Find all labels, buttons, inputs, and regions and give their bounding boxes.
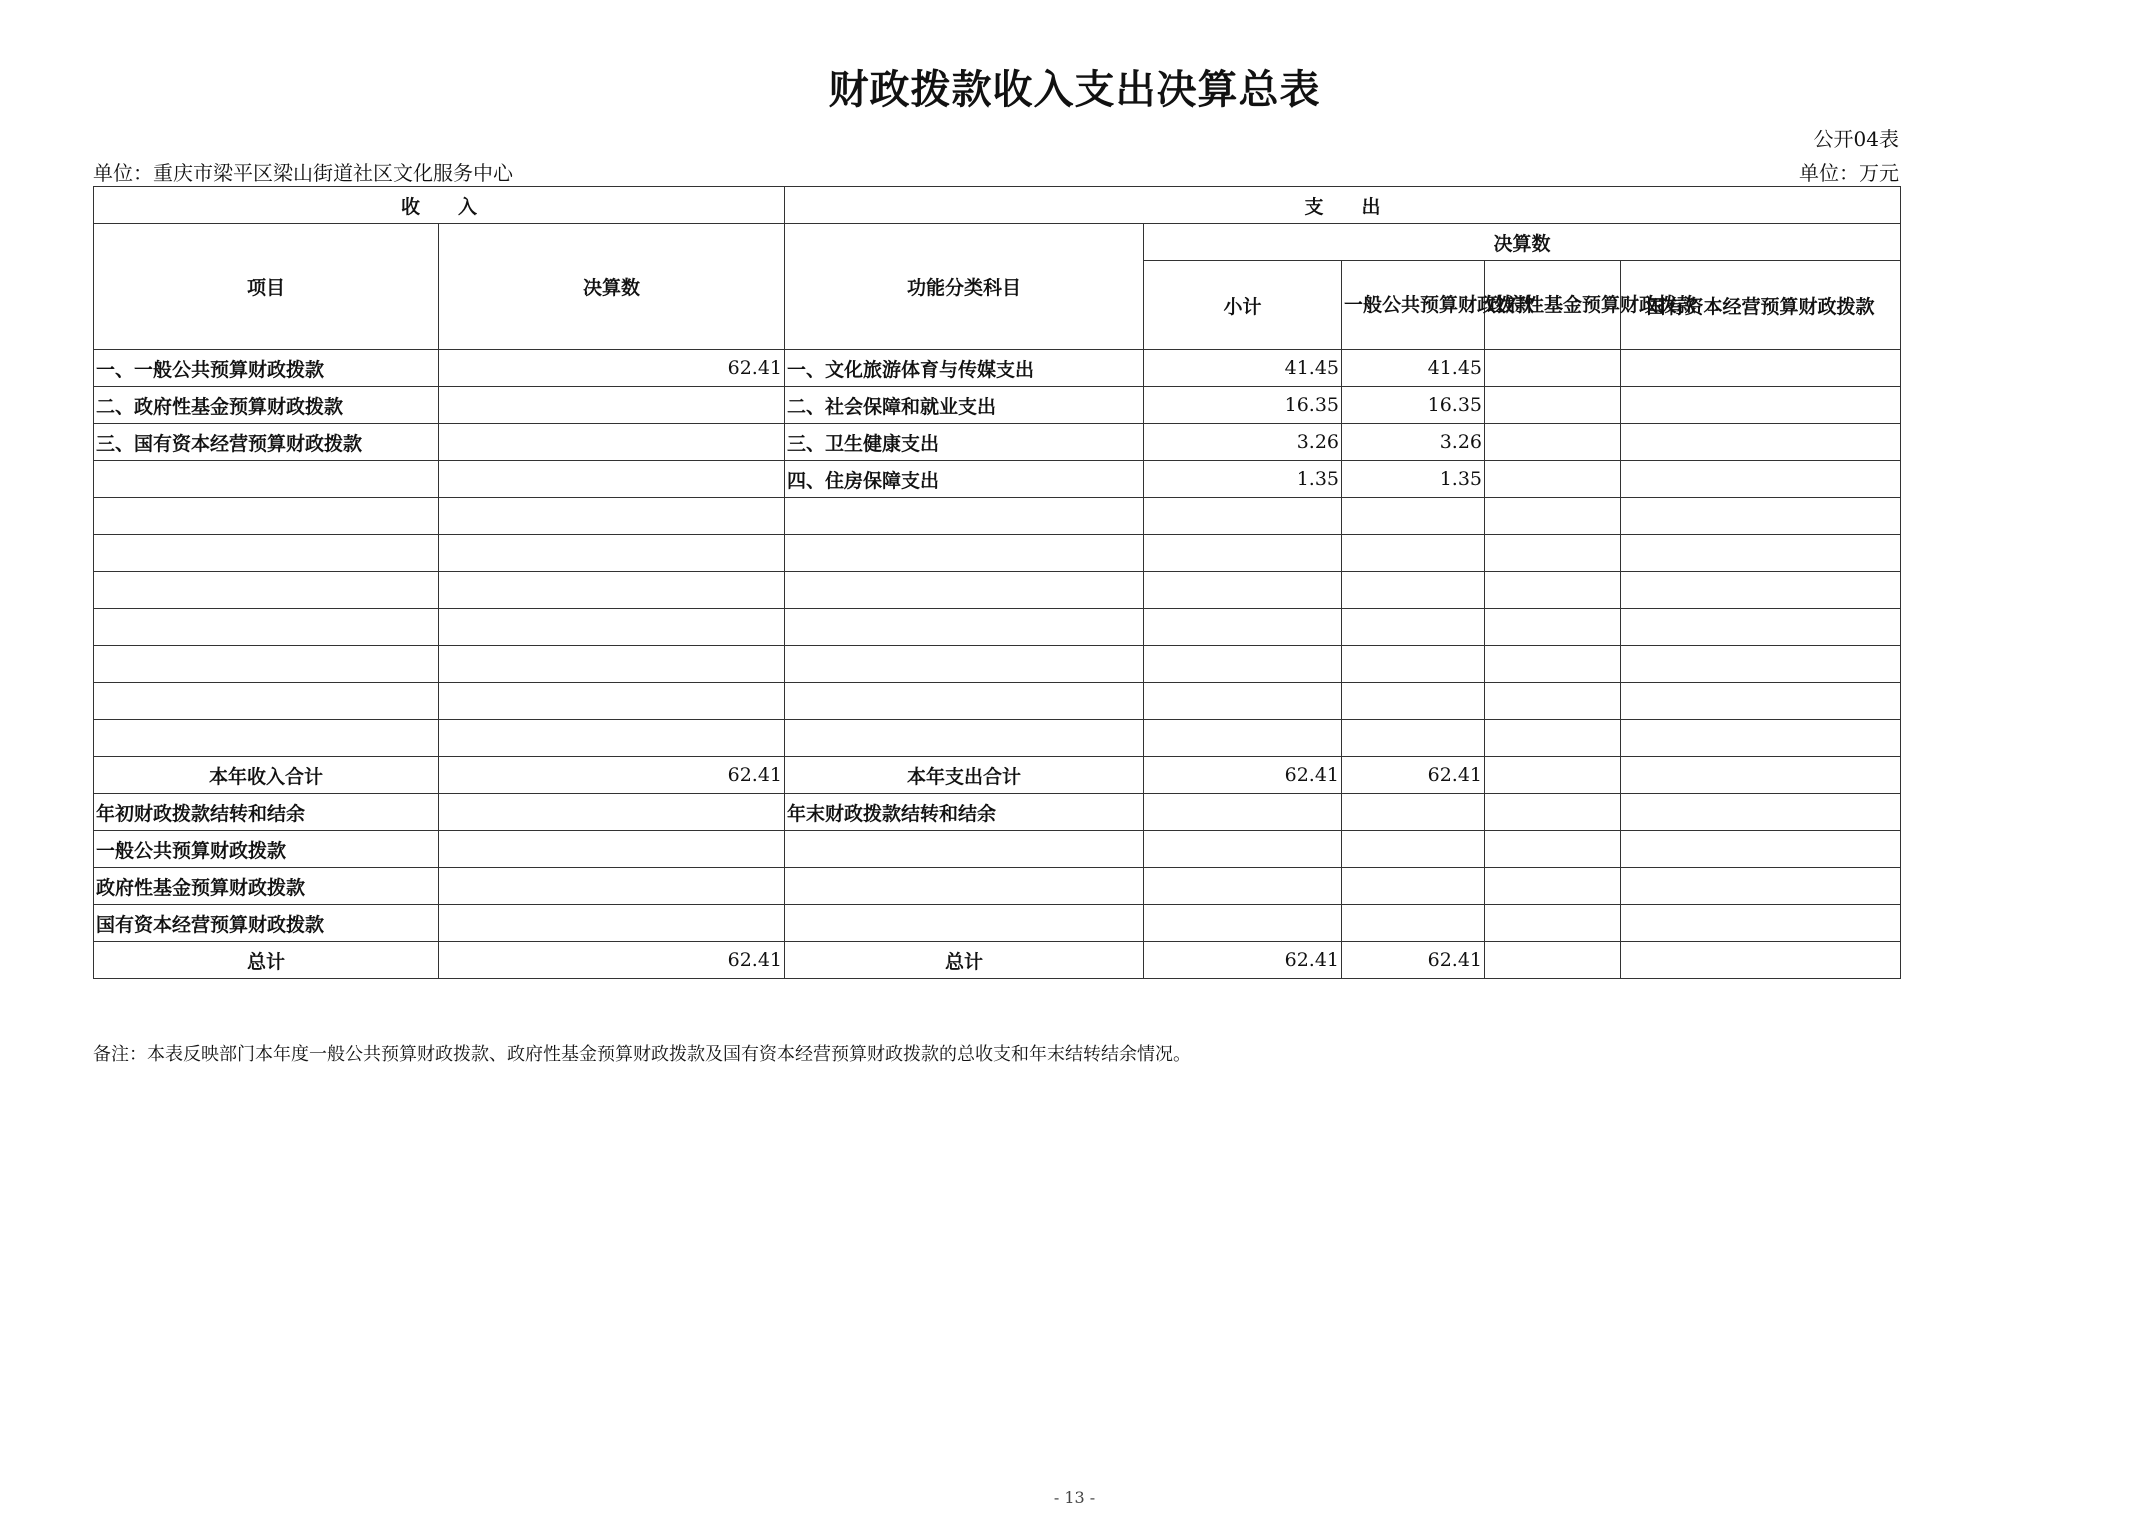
state-capital-cell (1621, 683, 1901, 720)
year-expense-capital (1621, 757, 1901, 794)
general-budget-cell (1342, 720, 1485, 757)
income-item-cell: 一、一般公共预算财政拨款 (94, 350, 439, 387)
carryover-fund (1485, 831, 1621, 868)
gov-fund-cell (1485, 646, 1621, 683)
table-row (94, 498, 1901, 535)
carryover-expense-item (785, 905, 1144, 942)
header-item: 项目 (94, 224, 439, 350)
header-gov-fund: 政府性基金预算财政拨款 (1485, 261, 1621, 350)
expense-item-cell (785, 572, 1144, 609)
carryover-fund (1485, 868, 1621, 905)
grand-expense-capital (1621, 942, 1901, 979)
subtotal-cell (1144, 572, 1342, 609)
state-capital-cell (1621, 424, 1901, 461)
expense-item-cell: 一、文化旅游体育与传媒支出 (785, 350, 1144, 387)
header-func-subject: 功能分类科目 (785, 224, 1144, 350)
income-item-cell (94, 646, 439, 683)
table-row (94, 387, 1901, 424)
general-budget-cell: 1.35 (1342, 461, 1485, 498)
carryover-income-amount (439, 868, 785, 905)
carryover-subtotal (1144, 794, 1342, 831)
carryover-row (94, 831, 1901, 868)
grand-income-total-amount: 62.41 (439, 942, 785, 979)
income-item-cell (94, 609, 439, 646)
header-row-2 (94, 224, 1901, 261)
carryover-fund (1485, 905, 1621, 942)
expense-item-cell: 四、住房保障支出 (785, 461, 1144, 498)
carryover-fund (1485, 794, 1621, 831)
subtotal-cell (1144, 498, 1342, 535)
income-amount-cell (439, 535, 785, 572)
gov-fund-cell (1485, 350, 1621, 387)
grand-income-total-label: 总计 (94, 942, 439, 979)
income-item-cell (94, 683, 439, 720)
carryover-capital (1621, 831, 1901, 868)
carryover-general (1342, 831, 1485, 868)
carryover-expense-item (785, 831, 1144, 868)
income-item-cell (94, 535, 439, 572)
year-total-row (94, 757, 1901, 794)
income-amount-cell: 62.41 (439, 350, 785, 387)
income-item-cell (94, 498, 439, 535)
subtotal-cell (1144, 646, 1342, 683)
gov-fund-cell (1485, 461, 1621, 498)
header-income: 收 入 (94, 187, 785, 224)
general-budget-cell (1342, 498, 1485, 535)
income-item-cell (94, 461, 439, 498)
state-capital-cell (1621, 535, 1901, 572)
year-expense-fund (1485, 757, 1621, 794)
state-capital-cell (1621, 461, 1901, 498)
table-row (94, 720, 1901, 757)
carryover-income-amount (439, 831, 785, 868)
carryover-general (1342, 868, 1485, 905)
year-expense-subtotal: 62.41 (1144, 757, 1342, 794)
income-item-cell: 三、国有资本经营预算财政拨款 (94, 424, 439, 461)
state-capital-cell (1621, 572, 1901, 609)
expense-item-cell (785, 609, 1144, 646)
income-amount-cell (439, 387, 785, 424)
header-subtotal: 小计 (1144, 261, 1342, 350)
carryover-row (94, 868, 1901, 905)
state-capital-cell (1621, 387, 1901, 424)
header-expense: 支 出 (785, 187, 1901, 224)
income-amount-cell (439, 461, 785, 498)
expense-item-cell (785, 720, 1144, 757)
carryover-capital (1621, 868, 1901, 905)
carryover-expense-item: 年末财政拨款结转和结余 (785, 794, 1144, 831)
expense-item-cell: 三、卫生健康支出 (785, 424, 1144, 461)
table-row (94, 461, 1901, 498)
carryover-row (94, 905, 1901, 942)
table-row (94, 683, 1901, 720)
subtotal-cell: 3.26 (1144, 424, 1342, 461)
unit-organization: 单位：重庆市梁平区梁山街道社区文化服务中心 (93, 161, 513, 185)
grand-expense-fund (1485, 942, 1621, 979)
header-amount: 决算数 (439, 224, 785, 350)
carryover-capital (1621, 905, 1901, 942)
table-row (94, 350, 1901, 387)
general-budget-cell (1342, 646, 1485, 683)
income-amount-cell (439, 720, 785, 757)
gov-fund-cell (1485, 572, 1621, 609)
carryover-income-item: 国有资本经营预算财政拨款 (94, 905, 439, 942)
income-item-cell (94, 720, 439, 757)
carryover-subtotal (1144, 905, 1342, 942)
general-budget-cell (1342, 535, 1485, 572)
expense-item-cell (785, 646, 1144, 683)
table-row (94, 646, 1901, 683)
expense-item-cell: 二、社会保障和就业支出 (785, 387, 1144, 424)
general-budget-cell: 16.35 (1342, 387, 1485, 424)
gov-fund-cell (1485, 498, 1621, 535)
general-budget-cell: 41.45 (1342, 350, 1485, 387)
carryover-income-item: 政府性基金预算财政拨款 (94, 868, 439, 905)
grand-expense-subtotal: 62.41 (1144, 942, 1342, 979)
income-item-cell (94, 572, 439, 609)
table-row (94, 424, 1901, 461)
carryover-income-item: 年初财政拨款结转和结余 (94, 794, 439, 831)
income-item-cell: 二、政府性基金预算财政拨款 (94, 387, 439, 424)
page-number: - 13 - (1053, 1488, 1096, 1507)
income-amount-cell (439, 646, 785, 683)
expense-item-cell (785, 683, 1144, 720)
carryover-subtotal (1144, 831, 1342, 868)
form-code: 公开04表 (1813, 127, 1899, 151)
general-budget-cell (1342, 683, 1485, 720)
subtotal-cell: 16.35 (1144, 387, 1342, 424)
carryover-general (1342, 905, 1485, 942)
gov-fund-cell (1485, 609, 1621, 646)
table-row (94, 535, 1901, 572)
general-budget-cell (1342, 572, 1485, 609)
general-budget-cell: 3.26 (1342, 424, 1485, 461)
year-expense-total-label: 本年支出合计 (785, 757, 1144, 794)
table-row (94, 572, 1901, 609)
subtotal-cell: 1.35 (1144, 461, 1342, 498)
state-capital-cell (1621, 646, 1901, 683)
state-capital-cell (1621, 498, 1901, 535)
subtotal-cell: 41.45 (1144, 350, 1342, 387)
gov-fund-cell (1485, 683, 1621, 720)
carryover-income-amount (439, 905, 785, 942)
page-title: 财政拨款收入支出决算总表 (828, 67, 1321, 113)
carryover-income-item: 一般公共预算财政拨款 (94, 831, 439, 868)
income-amount-cell (439, 498, 785, 535)
fiscal-summary-table (93, 186, 1901, 979)
header-general-budget: 一般公共预算财政拨款 (1342, 261, 1485, 350)
state-capital-cell (1621, 720, 1901, 757)
year-expense-general: 62.41 (1342, 757, 1485, 794)
subtotal-cell (1144, 683, 1342, 720)
header-state-capital: 国有资本经营预算财政拨款 (1621, 261, 1901, 350)
income-amount-cell (439, 424, 785, 461)
carryover-row (94, 794, 1901, 831)
table-row (94, 609, 1901, 646)
gov-fund-cell (1485, 535, 1621, 572)
year-income-total-amount: 62.41 (439, 757, 785, 794)
expense-item-cell (785, 535, 1144, 572)
carryover-expense-item (785, 868, 1144, 905)
subtotal-cell (1144, 609, 1342, 646)
expense-item-cell (785, 498, 1144, 535)
income-amount-cell (439, 572, 785, 609)
gov-fund-cell (1485, 387, 1621, 424)
income-amount-cell (439, 609, 785, 646)
carryover-capital (1621, 794, 1901, 831)
income-amount-cell (439, 683, 785, 720)
gov-fund-cell (1485, 720, 1621, 757)
grand-expense-general: 62.41 (1342, 942, 1485, 979)
state-capital-cell (1621, 350, 1901, 387)
header-row-1 (94, 187, 1901, 224)
subtotal-cell (1144, 535, 1342, 572)
carryover-general (1342, 794, 1485, 831)
grand-expense-total-label: 总计 (785, 942, 1144, 979)
subtotal-cell (1144, 720, 1342, 757)
header-final-group: 决算数 (1144, 224, 1901, 261)
carryover-subtotal (1144, 868, 1342, 905)
general-budget-cell (1342, 609, 1485, 646)
gov-fund-cell (1485, 424, 1621, 461)
carryover-income-amount (439, 794, 785, 831)
grand-total-row (94, 942, 1901, 979)
state-capital-cell (1621, 609, 1901, 646)
year-income-total-label: 本年收入合计 (94, 757, 439, 794)
footnote: 备注：本表反映部门本年度一般公共预算财政拨款、政府性基金预算财政拨款及国有资本经营预算财政拨款的总收支和年末结转结余情况。 (93, 1044, 1191, 1065)
unit-currency: 单位：万元 (1799, 161, 1899, 185)
